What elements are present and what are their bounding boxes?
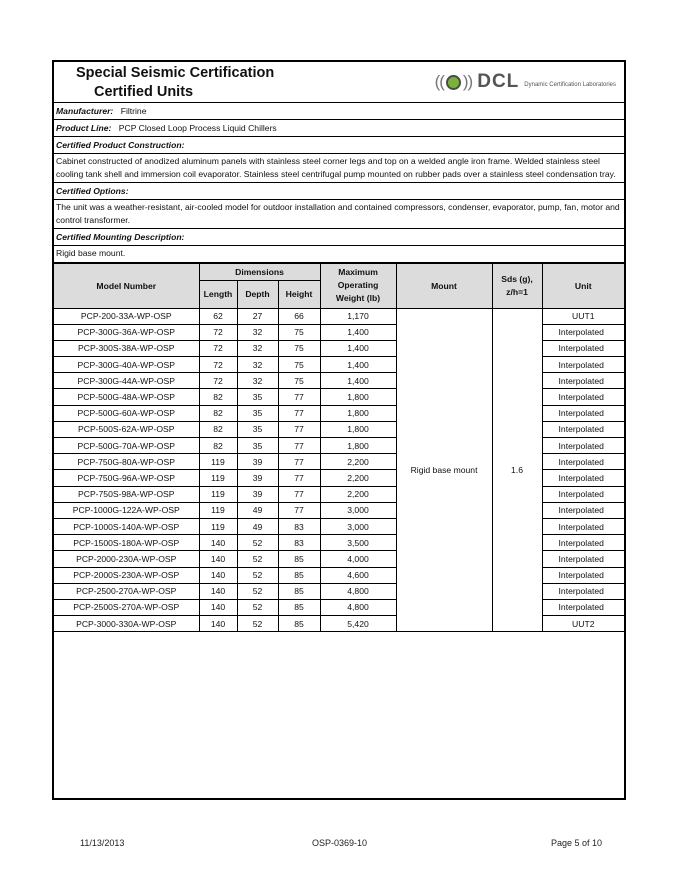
footer-date: 11/13/2013 — [80, 838, 125, 848]
depth-cell: 39 — [237, 454, 278, 470]
unit-cell: Interpolated — [542, 583, 624, 599]
length-cell: 82 — [199, 405, 237, 421]
unit-cell: Interpolated — [542, 454, 624, 470]
length-cell: 119 — [199, 486, 237, 502]
length-cell: 119 — [199, 518, 237, 534]
depth-cell: 32 — [237, 340, 278, 356]
weight-cell: 5,420 — [320, 616, 396, 632]
length-cell: 72 — [199, 340, 237, 356]
model-cell: PCP-300G-36A-WP-OSP — [54, 324, 199, 340]
model-cell: PCP-750G-96A-WP-OSP — [54, 470, 199, 486]
weight-cell: 1,170 — [320, 308, 396, 324]
depth-cell: 49 — [237, 502, 278, 518]
header-height: Height — [278, 280, 320, 308]
model-cell: PCP-500S-62A-WP-OSP — [54, 421, 199, 437]
height-cell: 85 — [278, 583, 320, 599]
length-cell: 140 — [199, 567, 237, 583]
weight-cell: 1,400 — [320, 373, 396, 389]
depth-cell: 32 — [237, 357, 278, 373]
unit-cell: Interpolated — [542, 518, 624, 534]
header-max-weight-1: Maximum — [338, 267, 378, 277]
sds-cell: 1.6 — [492, 308, 542, 632]
height-cell: 83 — [278, 535, 320, 551]
logo-subtitle: Dynamic Certification Laboratories — [524, 82, 616, 88]
height-cell: 66 — [278, 308, 320, 324]
weight-cell: 1,800 — [320, 438, 396, 454]
unit-cell: Interpolated — [542, 551, 624, 567]
height-cell: 75 — [278, 357, 320, 373]
depth-cell: 35 — [237, 438, 278, 454]
height-cell: 75 — [278, 340, 320, 356]
model-cell: PCP-2000-230A-WP-OSP — [54, 551, 199, 567]
units-table-body — [54, 308, 624, 632]
certificate-header — [54, 62, 624, 103]
height-cell: 77 — [278, 502, 320, 518]
model-cell: PCP-1500S-180A-WP-OSP — [54, 535, 199, 551]
length-cell: 140 — [199, 599, 237, 615]
unit-cell: Interpolated — [542, 324, 624, 340]
length-cell: 72 — [199, 373, 237, 389]
mounting-text: Rigid base mount. — [54, 246, 624, 263]
length-cell: 119 — [199, 470, 237, 486]
certified-units-table — [54, 263, 624, 633]
header-sds — [492, 263, 542, 308]
options-text: The unit was a weather-resistant, air-cooled model for outdoor installation and contained compressors, condenser, evaporator, pump, fan, motor and control transformer. — [54, 200, 624, 229]
height-cell: 77 — [278, 421, 320, 437]
unit-cell: UUT2 — [542, 616, 624, 632]
manufacturer-value: Filtrine — [120, 106, 147, 116]
length-cell: 72 — [199, 357, 237, 373]
table-row — [54, 308, 624, 324]
product-line-value: PCP Closed Loop Process Liquid Chillers — [118, 123, 277, 133]
height-cell: 77 — [278, 486, 320, 502]
depth-cell: 27 — [237, 308, 278, 324]
model-cell: PCP-750S-98A-WP-OSP — [54, 486, 199, 502]
model-cell: PCP-300G-40A-WP-OSP — [54, 357, 199, 373]
height-cell: 85 — [278, 599, 320, 615]
depth-cell: 52 — [237, 599, 278, 615]
weight-cell: 2,200 — [320, 486, 396, 502]
weight-cell: 4,000 — [320, 551, 396, 567]
header-model-number: Model Number — [54, 263, 199, 308]
length-cell: 140 — [199, 551, 237, 567]
model-cell: PCP-300G-44A-WP-OSP — [54, 373, 199, 389]
unit-cell: Interpolated — [542, 438, 624, 454]
header-unit: Unit — [542, 263, 624, 308]
length-cell: 72 — [199, 324, 237, 340]
depth-cell: 39 — [237, 470, 278, 486]
depth-cell: 49 — [237, 518, 278, 534]
height-cell: 77 — [278, 389, 320, 405]
height-cell: 85 — [278, 551, 320, 567]
product-line-label: Product Line: — [56, 123, 112, 133]
depth-cell: 35 — [237, 389, 278, 405]
length-cell: 140 — [199, 535, 237, 551]
depth-cell: 35 — [237, 421, 278, 437]
logo-brand: DCL — [477, 71, 520, 92]
weight-cell: 1,400 — [320, 340, 396, 356]
title-line-1: Special Seismic Certification — [76, 65, 275, 81]
product-line-row — [54, 120, 624, 137]
unit-cell: Interpolated — [542, 470, 624, 486]
header-depth: Depth — [237, 280, 278, 308]
depth-cell: 52 — [237, 616, 278, 632]
depth-cell: 52 — [237, 551, 278, 567]
header-dimensions: Dimensions — [199, 263, 320, 280]
height-cell: 77 — [278, 405, 320, 421]
depth-cell: 35 — [237, 405, 278, 421]
length-cell: 82 — [199, 438, 237, 454]
model-cell: PCP-2000S-230A-WP-OSP — [54, 567, 199, 583]
model-cell: PCP-2500S-270A-WP-OSP — [54, 599, 199, 615]
unit-cell: Interpolated — [542, 373, 624, 389]
certificate-frame — [52, 60, 626, 800]
model-cell: PCP-750G-80A-WP-OSP — [54, 454, 199, 470]
length-cell: 82 — [199, 421, 237, 437]
weight-cell: 1,400 — [320, 324, 396, 340]
header-sds-1: Sds (g), — [501, 273, 533, 284]
model-cell: PCP-3000-330A-WP-OSP — [54, 616, 199, 632]
depth-cell: 52 — [237, 535, 278, 551]
header-sds-2: z/h=1 — [506, 286, 528, 297]
weight-cell: 3,000 — [320, 502, 396, 518]
depth-cell: 32 — [237, 324, 278, 340]
height-cell: 75 — [278, 373, 320, 389]
model-cell: PCP-500G-48A-WP-OSP — [54, 389, 199, 405]
header-mount: Mount — [396, 263, 492, 308]
weight-cell: 4,800 — [320, 583, 396, 599]
length-cell: 140 — [199, 616, 237, 632]
unit-cell: Interpolated — [542, 535, 624, 551]
length-cell: 140 — [199, 583, 237, 599]
model-cell: PCP-200-33A-WP-OSP — [54, 308, 199, 324]
length-cell: 82 — [199, 389, 237, 405]
unit-cell: Interpolated — [542, 567, 624, 583]
weight-cell: 1,800 — [320, 389, 396, 405]
logo-wave-right-icon: )) — [462, 72, 473, 91]
header-length: Length — [199, 280, 237, 308]
model-cell: PCP-300S-38A-WP-OSP — [54, 340, 199, 356]
model-cell: PCP-500G-70A-WP-OSP — [54, 438, 199, 454]
unit-cell: Interpolated — [542, 340, 624, 356]
logo-wave-left-icon: (( — [434, 72, 444, 91]
dcl-logo — [435, 70, 616, 94]
weight-cell: 1,800 — [320, 405, 396, 421]
model-cell: PCP-500G-60A-WP-OSP — [54, 405, 199, 421]
weight-cell: 3,500 — [320, 535, 396, 551]
unit-cell: Interpolated — [542, 502, 624, 518]
page-title — [76, 64, 274, 102]
model-cell: PCP-2500-270A-WP-OSP — [54, 583, 199, 599]
footer-doc-number: OSP-0369-10 — [312, 838, 368, 848]
construction-heading: Certified Product Construction: — [54, 137, 624, 154]
manufacturer-row — [54, 103, 624, 120]
weight-cell: 3,000 — [320, 518, 396, 534]
footer-page-number: Page 5 of 10 — [551, 838, 603, 848]
unit-cell: Interpolated — [542, 599, 624, 615]
height-cell: 75 — [278, 324, 320, 340]
header-max-weight-2: Operating — [337, 280, 379, 290]
unit-cell: UUT1 — [542, 308, 624, 324]
weight-cell: 4,600 — [320, 567, 396, 583]
unit-cell: Interpolated — [542, 357, 624, 373]
unit-cell: Interpolated — [542, 389, 624, 405]
length-cell: 119 — [199, 454, 237, 470]
model-cell: PCP-1000G-122A-WP-OSP — [54, 502, 199, 518]
height-cell: 85 — [278, 616, 320, 632]
depth-cell: 52 — [237, 583, 278, 599]
height-cell: 77 — [278, 438, 320, 454]
depth-cell: 39 — [237, 486, 278, 502]
height-cell: 83 — [278, 518, 320, 534]
length-cell: 62 — [199, 308, 237, 324]
height-cell: 77 — [278, 470, 320, 486]
manufacturer-label: Manufacturer: — [56, 106, 114, 116]
title-line-2: Certified Units — [94, 84, 194, 100]
logo-dot-icon — [446, 75, 461, 90]
height-cell: 85 — [278, 567, 320, 583]
header-max-weight — [320, 263, 396, 308]
weight-cell: 1,800 — [320, 421, 396, 437]
depth-cell: 32 — [237, 373, 278, 389]
weight-cell: 2,200 — [320, 454, 396, 470]
unit-cell: Interpolated — [542, 421, 624, 437]
header-max-weight-3: Weight (lb) — [335, 293, 381, 303]
options-heading: Certified Options: — [54, 183, 624, 200]
weight-cell: 4,800 — [320, 599, 396, 615]
model-cell: PCP-1000S-140A-WP-OSP — [54, 518, 199, 534]
mount-cell: Rigid base mount — [396, 308, 492, 632]
weight-cell: 1,400 — [320, 357, 396, 373]
mounting-heading: Certified Mounting Description: — [54, 229, 624, 246]
unit-cell: Interpolated — [542, 486, 624, 502]
weight-cell: 2,200 — [320, 470, 396, 486]
unit-cell: Interpolated — [542, 405, 624, 421]
construction-text: Cabinet constructed of anodized aluminum panels with stainless steel corner legs and top on a welded angle iron frame. Welded stainless steel cooling tank shell and immersion coil evaporator. Stainless steel centrifugal pump mounted on rubber pads over a stainless steel condensation tray. — [54, 154, 624, 183]
depth-cell: 52 — [237, 567, 278, 583]
height-cell: 77 — [278, 454, 320, 470]
length-cell: 119 — [199, 502, 237, 518]
